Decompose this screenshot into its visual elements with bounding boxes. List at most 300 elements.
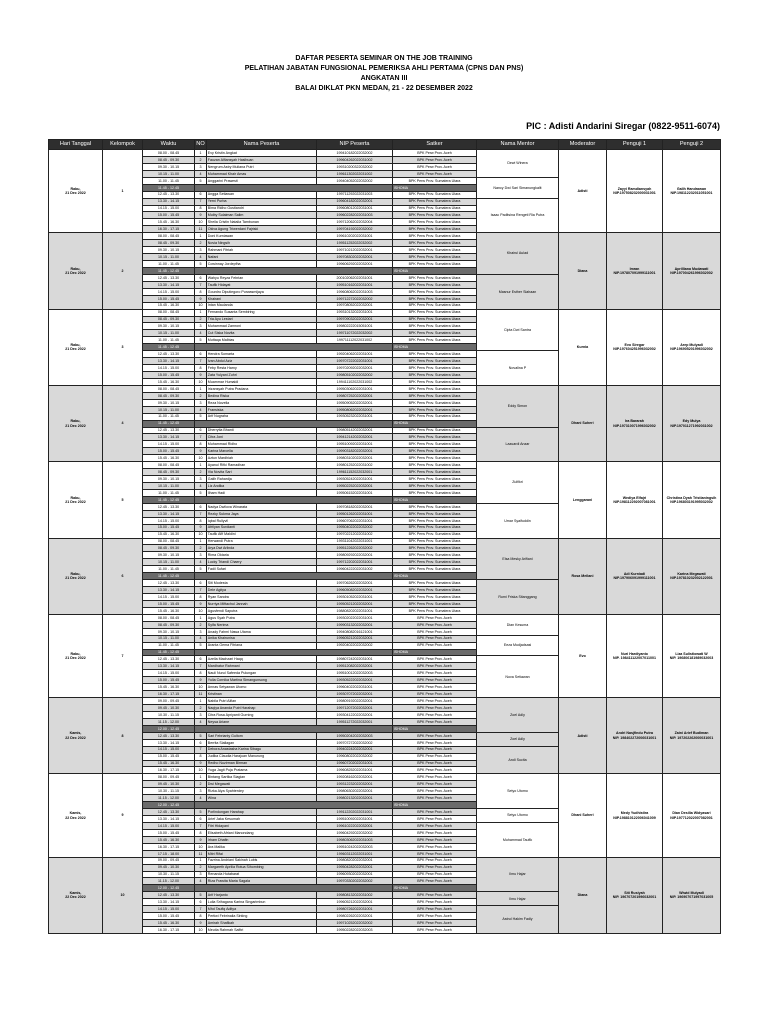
participant-name: Tria Ayu Lestari: [207, 316, 317, 323]
penguji-1-cell: [607, 309, 663, 385]
time-cell: 08.45 - 09.30: [143, 392, 195, 399]
participant-satker: BPK Perw Prov. Sumatera Utara: [393, 198, 477, 205]
day-date: 21 Dec 2022: [65, 270, 86, 275]
participant-name: Sari Febrianty Gultom: [207, 732, 317, 739]
time-cell: 12.45 - 13.30: [143, 503, 195, 510]
participant-satker: BPK Perw Prov. Sumatera Utara: [393, 261, 477, 268]
participant-satker: BPK Perw Prov. Sumatera Utara: [393, 594, 477, 601]
participant-satker: BPK Perw Prov. Sumatera Utara: [393, 503, 477, 510]
time-cell: 15.00 - 15.45: [143, 212, 195, 219]
participant-satker: BPK Perw Prov. Sumatera Utara: [393, 406, 477, 413]
participant-nip: 199802262022032001: [317, 913, 393, 920]
participant-satker: BPK Perw Prov. Sumatera Utara: [393, 295, 477, 302]
no-cell: 4: [195, 878, 207, 885]
no-cell: 6: [195, 427, 207, 434]
participant-satker: BPK Perw Prov. Sumatera Utara: [393, 531, 477, 538]
time-cell: 12.00 - 12.45: [143, 802, 195, 809]
time-cell: 08.00 - 08.45: [143, 150, 195, 157]
participant-nip: 199305242022031001: [317, 476, 393, 483]
no-cell: 1: [195, 385, 207, 392]
participant-nip: 199208162022032001: [317, 774, 393, 781]
table-row: [49, 857, 721, 864]
participant-name: Iqbal Rullyvil: [207, 517, 317, 524]
time-cell: 10.15 - 11.00: [143, 635, 195, 642]
no-cell: 9: [195, 448, 207, 455]
group-block: [49, 385, 721, 461]
kelompok-cell: 1: [103, 150, 143, 233]
participant-name: Rizka Alya Syahterdey: [207, 788, 317, 795]
participant-name: Wina: [207, 795, 317, 802]
no-cell: 1: [195, 150, 207, 157]
no-cell: 2: [195, 469, 207, 476]
participant-name: Bintang Sartika Siagian: [207, 774, 317, 781]
mentor-cell: Ilmu Hajar: [477, 892, 559, 906]
mentor-cell: Khairul Aulad: [477, 233, 559, 275]
group-block: [49, 538, 721, 614]
penguji-2-nip: NIP.198112232011051001: [670, 191, 713, 196]
participant-nip: 199307072022032001: [317, 691, 393, 698]
time-cell: 14.15 - 15.00: [143, 517, 195, 524]
participant-name: Feby Resta Harny: [207, 365, 317, 372]
time-cell: 09.30 - 10.15: [143, 323, 195, 330]
time-cell: 14.15 - 15.00: [143, 365, 195, 372]
participant-nip: 199304122022032001: [317, 711, 393, 718]
participant-nip: 199805102022032002: [317, 372, 393, 379]
no-cell: 8: [195, 670, 207, 677]
time-cell: 09.45 - 10.30: [143, 781, 195, 788]
participant-nip: 199712272022032002: [317, 295, 393, 302]
participant-satker: BPK Perw Prov. Aceh: [393, 767, 477, 774]
no-cell: 8: [195, 753, 207, 760]
participant-name: Kristinan: [207, 691, 317, 698]
participant-nip: 199801252022031002: [317, 462, 393, 469]
break-spacer: [195, 420, 393, 427]
doc-title-line-2: PELATIHAN JABATAN FUNGSIONAL PEMERIKSA AHLI PERTAMA (CPNS DAN PNS): [244, 65, 524, 72]
participant-nip: 199402242022032001: [317, 746, 393, 753]
no-cell: 11: [195, 226, 207, 233]
participant-name: Siti Modesta: [207, 580, 317, 587]
break-spacer: [195, 496, 393, 503]
table-row: [49, 698, 721, 705]
day-date: 21 Dec 2022: [65, 576, 86, 581]
penguji-1-cell: [607, 385, 663, 461]
mentor-cell: Setyo Utomo: [477, 774, 559, 809]
participant-satker: BPK Perw Prov. Aceh: [393, 698, 477, 705]
no-cell: 6: [195, 351, 207, 358]
participant-satker: BPK Perw Prov. Aceh: [393, 795, 477, 802]
time-cell: 14.15 - 15.00: [143, 288, 195, 295]
penguji-2-name: Liza Sulistiowati W: [675, 651, 708, 656]
pic-contact: PIC : Adisti Andarini Siregar (0822-9511-6074): [526, 121, 720, 131]
participant-name: Khairani: [207, 295, 317, 302]
participant-name: Riza Frawita Maria Sagala: [207, 878, 317, 885]
participant-satker: BPK Perw Prov. Sumatera Utara: [393, 441, 477, 448]
participant-name: Yuga Jagit Puja Pratama: [207, 767, 317, 774]
participant-nip: 199305232022031001: [317, 413, 393, 420]
break-spacer: [195, 885, 393, 892]
penguji-1-nip: NIP.198810122006041009: [613, 815, 656, 820]
penguji-2-name: Wiwid Mulyadi: [679, 890, 704, 895]
group-block: [49, 614, 721, 697]
participant-satker: BPK Perw Prov. Sumatera Utara: [393, 552, 477, 559]
penguji-1-cell: [607, 698, 663, 774]
participant-nip: 199606292022032001: [317, 261, 393, 268]
penguji-2-cell: [663, 538, 721, 614]
break-label-text: ISHOMA: [393, 725, 477, 732]
penguji-1-name: Zayyi Ramdiansyah: [617, 186, 652, 191]
participant-name: Via Novita Sari: [207, 469, 317, 476]
participant-name: Galih Rahardja: [207, 476, 317, 483]
participant-nip: 199605212022032001: [317, 635, 393, 642]
day-cell: [49, 614, 103, 697]
moderator-cell: Adisti: [559, 150, 607, 233]
moderator-cell: Rosa Meilani: [559, 538, 607, 614]
participant-name: Amirah Shafikah: [207, 920, 317, 927]
penguji-1-name: Nuri Hardiyanto: [621, 651, 648, 656]
time-cell: 11.45 - 12.45: [143, 573, 195, 580]
time-cell: 09.30 - 10.15: [143, 163, 195, 170]
no-cell: 1: [195, 857, 207, 864]
time-cell: 13.30 - 14.15: [143, 434, 195, 441]
time-cell: 10.15 - 11.00: [143, 170, 195, 177]
break-spacer: [195, 267, 393, 274]
penguji-1-nip: NIP. 198411122007011001: [613, 655, 656, 660]
time-cell: 13.30 - 14.15: [143, 899, 195, 906]
participant-satker: BPK Perw Prov. Sumatera Utara: [393, 559, 477, 566]
participant-nip: 199305222022032001: [317, 677, 393, 684]
participant-nip: 199711292022031003: [317, 191, 393, 198]
mentor-cell: Zulfikri: [477, 462, 559, 504]
mentor-cell: Muhammad Taufik: [477, 822, 559, 857]
day-cell: [49, 538, 103, 614]
participant-name: Anika Khairunisa: [207, 635, 317, 642]
time-cell: 09.30 - 10.15: [143, 399, 195, 406]
participant-satker: BPK Perw Prov. Aceh: [393, 809, 477, 816]
participant-satker: BPK Perw Prov. Aceh: [393, 656, 477, 663]
participant-satker: BPK Perw Prov. Sumatera Utara: [393, 240, 477, 247]
no-cell: 5: [195, 732, 207, 739]
participant-name: Agus Syah Putra: [207, 614, 317, 621]
participant-nip: 199510012022032003: [317, 670, 393, 677]
day-date: 21 Dec 2022: [65, 499, 86, 504]
break-label-text: ISHOMA: [393, 649, 477, 656]
participant-name: Dele Agitya: [207, 587, 317, 594]
no-cell: 7: [195, 281, 207, 288]
break-label-text: ISHOMA: [393, 184, 477, 191]
participant-name: Lucky Triandi Chaery: [207, 559, 317, 566]
no-cell: 10: [195, 767, 207, 774]
participant-name: Lulia Srihagana Karina Singarimbun: [207, 899, 317, 906]
moderator-cell: Diana: [559, 857, 607, 933]
participant-nip: 199501262022031001: [317, 510, 393, 517]
participant-nip: 199510092022031001: [317, 441, 393, 448]
time-cell: 14.15 - 15.00: [143, 906, 195, 913]
break-spacer: [195, 573, 393, 580]
no-cell: 5: [195, 566, 207, 573]
participant-name: Renanda Hutabarat: [207, 871, 317, 878]
moderator-cell: Dhani Suheri: [559, 774, 607, 857]
time-cell: 08.00 - 08.45: [143, 233, 195, 240]
time-cell: 11.15 - 12.00: [143, 795, 195, 802]
time-cell: 08.45 - 09.30: [143, 545, 195, 552]
no-cell: 7: [195, 746, 207, 753]
time-cell: 12.45 - 13.30: [143, 580, 195, 587]
no-cell: 8: [195, 594, 207, 601]
participant-nip: 199112202022031001: [317, 809, 393, 816]
break-label-text: ISHOMA: [393, 420, 477, 427]
no-cell: 9: [195, 295, 207, 302]
participant-satker: BPK Perw Prov. Sumatera Utara: [393, 566, 477, 573]
participant-nip: 199808132022031002: [317, 892, 393, 899]
participant-name: Muhammad Ridho: [207, 441, 317, 448]
day-cell: [49, 857, 103, 933]
time-cell: 10.30 - 11.15: [143, 788, 195, 795]
col-header-kelompok: Kelompok: [103, 140, 143, 150]
participant-name: Ara Malika: [207, 843, 317, 850]
day-name: Rabu,: [70, 571, 81, 576]
table-row: [49, 774, 721, 781]
participant-name: Fitri Hidayani: [207, 822, 317, 829]
participant-name: Ryan Sandra: [207, 594, 317, 601]
participant-satker: BPK Perw Prov. Sumatera Utara: [393, 323, 477, 330]
penguji-2-name: Arep Mulyadi: [680, 342, 703, 347]
participant-satker: BPK Perw Prov. Sumatera Utara: [393, 385, 477, 392]
day-cell: [49, 233, 103, 309]
participant-name: Evy Kristin Angkat: [207, 150, 317, 157]
participant-nip: 199608012022031001: [317, 205, 393, 212]
participant-name: Annas Setyawan Utomo: [207, 684, 317, 691]
participant-name: Reza Novella: [207, 399, 317, 406]
time-cell: 11.00 - 11.45: [143, 566, 195, 573]
no-cell: 5: [195, 413, 207, 420]
break-label-text: ISHOMA: [393, 573, 477, 580]
participant-name: Irizansyah Putra Pradana: [207, 385, 317, 392]
participant-name: Sylfa Nerima: [207, 621, 317, 628]
kelompok-cell: 9: [103, 774, 143, 857]
penguji-1-nip: NIP.197807091999111001: [613, 270, 656, 275]
penguji-1-cell: [607, 462, 663, 538]
participant-nip: 199707222022031001: [317, 358, 393, 365]
no-cell: 2: [195, 705, 207, 712]
no-cell: 5: [195, 261, 207, 268]
no-cell: 7: [195, 663, 207, 670]
day-name: Rabu,: [70, 651, 81, 656]
participant-nip: 198808202022031001: [317, 607, 393, 614]
no-cell: 10: [195, 378, 207, 385]
break-spacer: [195, 725, 393, 732]
penguji-1-nip: NIP. 196707201996032001: [612, 895, 657, 900]
no-cell: 8: [195, 517, 207, 524]
participant-satker: BPK Perw Prov. Sumatera Utara: [393, 358, 477, 365]
table-row: [49, 309, 721, 316]
participant-nip: 199903182022032001: [317, 448, 393, 455]
table-row: [49, 538, 721, 545]
penguji-1-name: Andri Nasjfindu Putra: [616, 731, 653, 736]
moderator-cell: Evo: [559, 614, 607, 697]
no-cell: 6: [195, 274, 207, 281]
participant-name: Bima Ridho Gustiandri: [207, 205, 317, 212]
participant-nip: 199301052022031001: [317, 594, 393, 601]
no-cell: 3: [195, 711, 207, 718]
moderator-cell: Dhani Suheri: [559, 385, 607, 461]
participant-name: Debora Anastasha Karina Sibagu: [207, 746, 317, 753]
time-cell: 13.30 - 14.15: [143, 739, 195, 746]
participant-name: Elisabeth Afriani Manondang: [207, 829, 317, 836]
time-cell: 11.00 - 11.45: [143, 413, 195, 420]
participant-nip: 199603112022031001: [317, 850, 393, 857]
participant-nip: 199302022022031001: [317, 614, 393, 621]
kelompok-cell: 10: [103, 857, 143, 933]
participant-nip: 199712072022032001: [317, 705, 393, 712]
break-label-text: ISHOMA: [393, 344, 477, 351]
participant-satker: BPK Perw Prov. Sumatera Utara: [393, 545, 477, 552]
day-name: Rabu,: [70, 266, 81, 271]
participant-satker: BPK Perw Prov. Sumatera Utara: [393, 378, 477, 385]
participant-name: Cowinnay Jordepfha: [207, 261, 317, 268]
penguji-2-nip: NIP.196803191995032002: [670, 499, 713, 504]
time-cell: 16.30 - 17.15: [143, 691, 195, 698]
participant-nip: 199412142022032001: [317, 434, 393, 441]
time-cell: 11.00 - 11.45: [143, 642, 195, 649]
penguji-1-nip: NIP. 198402272006031001: [612, 735, 657, 740]
participant-satker: BPK Perw Prov. Aceh: [393, 899, 477, 906]
participant-satker: BPK Perw Prov. Aceh: [393, 614, 477, 621]
participant-nip: 199511252022032002: [317, 240, 393, 247]
day-name: Rabu,: [70, 495, 81, 500]
participant-nip: 199607062022031001: [317, 517, 393, 524]
participant-nip: 199808202022032001: [317, 857, 393, 864]
participant-name: Nabila Putri Alfian: [207, 698, 317, 705]
time-cell: 15.45 - 16.30: [143, 607, 195, 614]
time-cell: 11.45 - 12.45: [143, 649, 195, 656]
schedule-table: [48, 139, 721, 934]
time-cell: 14.15 - 15.00: [143, 441, 195, 448]
participant-satker: BPK Perw Prov. Sumatera Utara: [393, 469, 477, 476]
no-cell: 8: [195, 829, 207, 836]
penguji-2-cell: [663, 857, 721, 933]
participant-name: Liz Andika: [207, 483, 317, 490]
table-row: [49, 462, 721, 469]
penguji-2-cell: [663, 698, 721, 774]
penguji-1-nip: NIP.197906091999111001: [613, 576, 656, 581]
no-cell: 3: [195, 552, 207, 559]
break-label-text: ISHOMA: [393, 496, 477, 503]
no-cell: 9: [195, 677, 207, 684]
time-cell: 08.45 - 09.30: [143, 156, 195, 163]
break-spacer: [195, 344, 393, 351]
participant-name: Mhd Taufiq Aditya: [207, 906, 317, 913]
time-cell: 15.45 - 16.30: [143, 760, 195, 767]
participant-satker: BPK Perw Prov. Sumatera Utara: [393, 309, 477, 316]
time-cell: 13.30 - 14.15: [143, 281, 195, 288]
day-cell: [49, 698, 103, 774]
participant-satker: BPK Perw Prov. Aceh: [393, 822, 477, 829]
no-cell: 9: [195, 372, 207, 379]
group-block: [49, 309, 721, 385]
time-cell: 15.00 - 15.45: [143, 524, 195, 531]
time-cell: 15.45 - 16.30: [143, 836, 195, 843]
participant-satker: BPK Perw Prov. Aceh: [393, 670, 477, 677]
penguji-1-cell: [607, 538, 663, 614]
participant-nip: 199604022022031001: [317, 684, 393, 691]
participant-satker: BPK Perw Prov. Sumatera Utara: [393, 219, 477, 226]
mentor-cell: Cipta Dwi Santra: [477, 309, 559, 351]
time-cell: 13.30 - 14.15: [143, 198, 195, 205]
participant-nip: 199807262022031001: [317, 906, 393, 913]
no-cell: 1: [195, 233, 207, 240]
time-cell: 15.00 - 15.45: [143, 295, 195, 302]
participant-satker: BPK Perw Prov. Sumatera Utara: [393, 392, 477, 399]
time-cell: 12.45 - 13.30: [143, 351, 195, 358]
no-cell: 7: [195, 906, 207, 913]
penguji-2-nip: NIP.196905201996032002: [670, 347, 713, 352]
participant-satker: BPK Perw Prov. Aceh: [393, 871, 477, 878]
doc-title-line-4: BALAI DIKLAT PKN MEDAN, 21 - 22 DESEMBER 2022: [295, 85, 473, 92]
participant-satker: BPK Perw Prov. Aceh: [393, 913, 477, 920]
participant-nip: 199903132022032001: [317, 621, 393, 628]
group-block: [49, 774, 721, 857]
time-cell: 08.45 - 09.30: [143, 621, 195, 628]
time-cell: 15.45 - 16.30: [143, 455, 195, 462]
time-cell: 09.30 - 10.15: [143, 247, 195, 254]
penguji-1-name: Imran: [629, 266, 640, 271]
time-cell: 11.00 - 11.45: [143, 489, 195, 496]
participant-satker: BPK Perw Prov. Aceh: [393, 892, 477, 899]
participant-name: Taufik Afif Maldini: [207, 531, 317, 538]
participant-satker: BPK Perw Prov. Aceh: [393, 718, 477, 725]
moderator-cell: Lenggarani: [559, 462, 607, 538]
participant-nip: 200102062022031001: [317, 274, 393, 281]
participant-name: Nurriya Miftachul Jannah: [207, 600, 317, 607]
participant-satker: BPK Perw Prov. Aceh: [393, 829, 477, 836]
no-cell: 3: [195, 871, 207, 878]
table-header-row: [49, 140, 721, 150]
participant-satker: BPK Perw Prov. Aceh: [393, 163, 477, 170]
time-cell: 10.15 - 11.00: [143, 406, 195, 413]
time-cell: 12.45 - 13.30: [143, 732, 195, 739]
participant-nip: 199712062022032004: [317, 219, 393, 226]
participant-satker: BPK Perw Prov. Aceh: [393, 760, 477, 767]
participant-name: Gourdro Diputiegoro Purwasmijaya: [207, 288, 317, 295]
participant-nip: 199502252022032001: [317, 483, 393, 490]
day-cell: [49, 150, 103, 233]
time-cell: 12.45 - 13.30: [143, 656, 195, 663]
penguji-1-name: Evo Siregar: [624, 342, 645, 347]
time-cell: 14.15 - 15.00: [143, 205, 195, 212]
no-cell: 2: [195, 392, 207, 399]
no-cell: 4: [195, 718, 207, 725]
penguji-2-cell: [663, 385, 721, 461]
no-cell: 6: [195, 739, 207, 746]
participant-name: Rahmani Fitriah: [207, 247, 317, 254]
time-cell: 08.00 - 08.45: [143, 385, 195, 392]
participant-name: Fransiska: [207, 406, 317, 413]
no-cell: 3: [195, 163, 207, 170]
participant-name: Citra Joni: [207, 434, 317, 441]
participant-satker: BPK Perw Prov. Sumatera Utara: [393, 462, 477, 469]
time-cell: 13.30 - 14.15: [143, 816, 195, 823]
table-row: [49, 614, 721, 621]
participant-nip: 199708302022032001: [317, 254, 393, 261]
day-cell: [49, 385, 103, 461]
participant-name: Herwandi Putra: [207, 538, 317, 545]
no-cell: 4: [195, 330, 207, 337]
no-cell: 10: [195, 455, 207, 462]
no-cell: 11: [195, 691, 207, 698]
no-cell: 10: [195, 843, 207, 850]
participant-satker: BPK Perw Prov. Aceh: [393, 691, 477, 698]
no-cell: 1: [195, 309, 207, 316]
